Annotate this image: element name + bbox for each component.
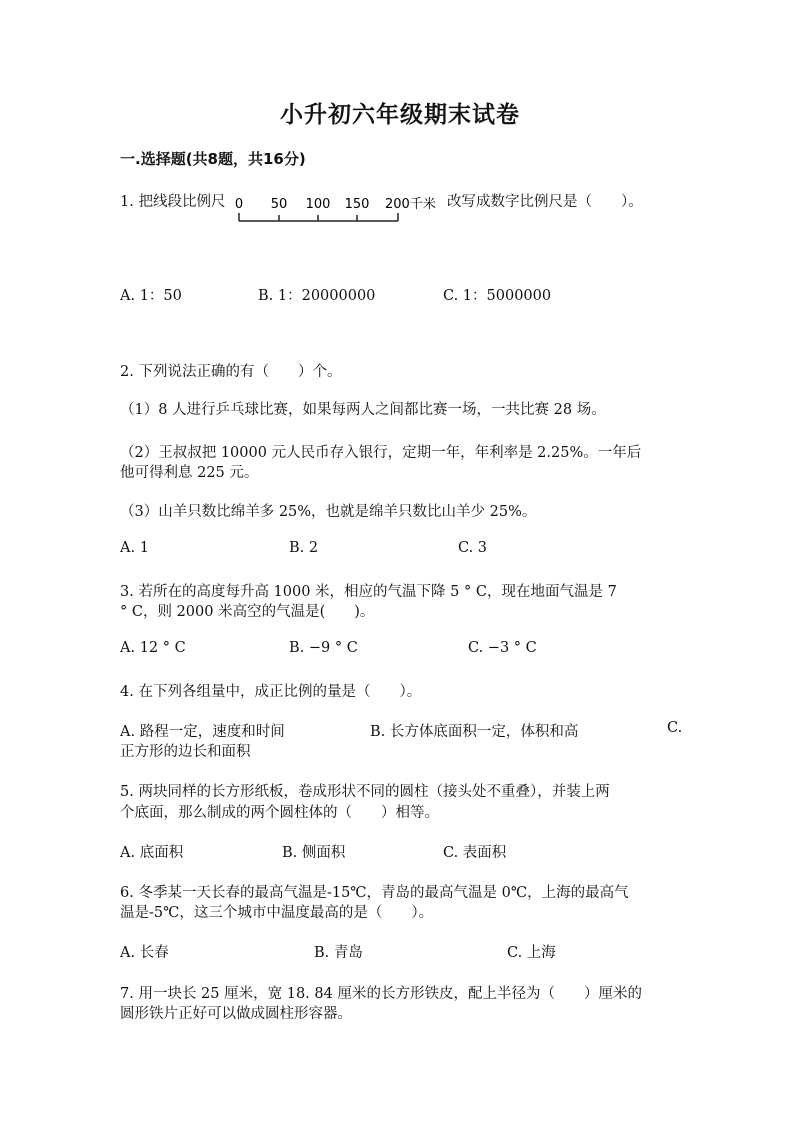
q5-option-a: A. 底面积 [120, 845, 184, 861]
q4-option-a: A. 路程一定，速度和时间 [120, 724, 285, 740]
q4-option-c-text: 正方形的边长和面积 [120, 744, 251, 760]
q2-option-b: B. 2 [289, 540, 319, 556]
q6-option-a: A. 长春 [120, 945, 169, 961]
scale-label-0: 0 [234, 197, 244, 212]
q6-stem-line-1: 6. 冬季某一天长春的最高气温是-15℃，青岛的最高气温是 0℃，上海的最高气 [120, 885, 629, 901]
q3-stem-line-2: ° C，则 2000 米高空的气温是( )。 [120, 604, 375, 620]
q1-prefix: 1. 把线段比例尺 [120, 194, 226, 210]
q7-stem-line-1: 7. 用一块长 25 厘米，宽 18. 84 厘米的长方形铁皮，配上半径为（ ）厘米的 [120, 986, 642, 1002]
q5-option-b: B. 侧面积 [282, 845, 346, 861]
q1-suffix: 改写成数字比例尺是（ ）。 [447, 194, 643, 210]
q1-option-c: C. 1：5000000 [443, 288, 552, 304]
q5-option-c: C. 表面积 [443, 845, 507, 861]
q2-option-a: A. 1 [120, 540, 149, 556]
q7-stem-line-2: 圆形铁片正好可以做成圆柱形容器。 [120, 1006, 352, 1022]
q3-option-c: C. −3 ° C [468, 640, 537, 656]
q6-stem-line-2: 温是-5℃，这三个城市中温度最高的是（ ）。 [120, 905, 434, 921]
scale-label-100: 100 [305, 197, 331, 212]
q2-option-c: C. 3 [458, 540, 488, 556]
q2-statement-1: （1）8 人进行乒乓球比赛，如果每两人之间都比赛一场，一共比赛 28 场。 [120, 402, 606, 418]
q6-option-b: B. 青岛 [314, 945, 363, 961]
q4-stem: 4. 在下列各组量中，成正比例的量是（ ）。 [120, 684, 422, 700]
q1-option-a: A. 1：50 [120, 288, 182, 304]
scale-label-150: 150 [344, 197, 370, 212]
q4-option-c: C. [667, 720, 683, 736]
q5-stem-line-2: 个底面，那么制成的两个圆柱体的（ ）相等。 [120, 805, 439, 821]
q1-scale-bar [235, 193, 445, 233]
q2-statement-2: （2）王叔叔把 10000 元人民币存入银行，定期一年，年利率是 2.25%。一年后 [120, 445, 642, 461]
q3-stem-line-1: 3. 若所在的高度每升高 1000 米，相应的气温下降 5 ° C，现在地面气温是 7 [120, 584, 617, 600]
q2-statement-3: （3）山羊只数比绵羊多 25%，也就是绵羊只数比山羊少 25%。 [120, 504, 537, 520]
q2-statement-2-cont: 他可得利息 225 元。 [120, 465, 259, 481]
q3-option-b: B. −9 ° C [289, 640, 358, 656]
q2-stem: 2. 下列说法正确的有（ ）个。 [120, 364, 342, 380]
scale-label-50: 50 [270, 197, 288, 212]
q4-option-b: B. 长方体底面积一定，体积和高 [370, 724, 579, 740]
q1-option-b: B. 1：20000000 [258, 288, 376, 304]
q6-option-c: C. 上海 [507, 945, 556, 961]
q5-stem-line-1: 5. 两块同样的长方形纸板，卷成形状不同的圆柱（接头处不重叠），并装上两 [120, 784, 610, 800]
scale-label-200: 200千米 [385, 197, 436, 212]
section-heading: 一.选择题(共8题，共16分) [120, 150, 306, 168]
page-title: 小升初六年级期末试卷 [280, 102, 520, 128]
q3-option-a: A. 12 ° C [120, 640, 186, 656]
